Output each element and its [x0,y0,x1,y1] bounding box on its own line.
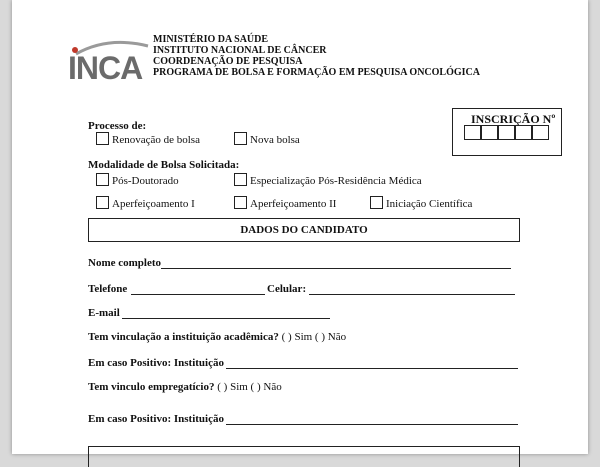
field-vinculacao: Tem vinculação a instituição acadêmica? ( ) Sim ( ) Não [88,331,347,343]
logo-text: INCA [68,50,143,86]
field-celular[interactable]: Celular: [267,283,515,295]
field-nome[interactable]: Nome completo [88,257,511,269]
inscricao-cell[interactable] [498,125,515,140]
option-renovacao[interactable]: Renovação de bolsa [96,132,200,146]
section-title-box [88,218,520,242]
checkbox[interactable] [234,132,247,145]
instituicao-1-input-line[interactable] [226,358,518,369]
checkbox[interactable] [234,196,247,209]
header-line-1: MINISTÉRIO DA SAÚDE [153,34,269,45]
option-especializacao[interactable]: Especialização Pós-Residência Médica [234,173,422,187]
celular-input-line[interactable] [309,284,515,295]
inca-logo [68,36,154,86]
inscricao-cell[interactable] [464,125,481,140]
nome-input-line[interactable] [161,258,511,269]
field-instituicao-2[interactable]: Em caso Positivo: Instituição [88,413,518,425]
next-section-box [88,446,520,467]
option-pos-doutorado[interactable]: Pós-Doutorado [96,173,179,187]
instituicao-2-input-line[interactable] [226,414,518,425]
inscricao-cell[interactable] [481,125,498,140]
document-page [12,0,588,454]
checkbox[interactable] [234,173,247,186]
empregaticio-options[interactable]: ( ) Sim ( ) Não [217,381,282,393]
option-iniciacao[interactable]: Iniciação Científica [370,196,472,210]
field-instituicao-1[interactable]: Em caso Positivo: Instituição [88,357,518,369]
inscricao-label: INSCRIÇÃO Nº [471,112,556,126]
email-input-line[interactable] [122,308,330,319]
inscricao-cell[interactable] [515,125,532,140]
inscricao-box [452,108,562,156]
telefone-input-line[interactable] [131,284,265,295]
processo-label: Processo de: [88,120,147,132]
header-line-2: INSTITUTO NACIONAL DE CÂNCER [153,45,327,56]
field-email[interactable]: E-mail [88,307,330,319]
modalidade-label: Modalidade de Bolsa Solicitada: [88,159,240,171]
checkbox[interactable] [96,173,109,186]
header-line-3: COORDENAÇÃO DE PESQUISA [153,56,303,67]
section-title: DADOS DO CANDIDATO [240,224,368,236]
checkbox[interactable] [96,132,109,145]
field-telefone[interactable]: Telefone [88,283,265,295]
inscricao-cell[interactable] [532,125,549,140]
option-nova-bolsa[interactable]: Nova bolsa [234,132,300,146]
checkbox[interactable] [96,196,109,209]
header-line-4: PROGRAMA DE BOLSA E FORMAÇÃO EM PESQUISA ONCOLÓGICA [153,67,480,78]
checkbox[interactable] [370,196,383,209]
vinculacao-options[interactable]: ( ) Sim ( ) Não [281,331,347,343]
field-empregaticio: Tem vinculo empregatício? ( ) Sim ( ) Não [88,381,282,393]
option-aperfeicoamento-2[interactable]: Aperfeiçoamento II [234,196,336,210]
option-aperfeicoamento-1[interactable]: Aperfeiçoamento I [96,196,195,210]
